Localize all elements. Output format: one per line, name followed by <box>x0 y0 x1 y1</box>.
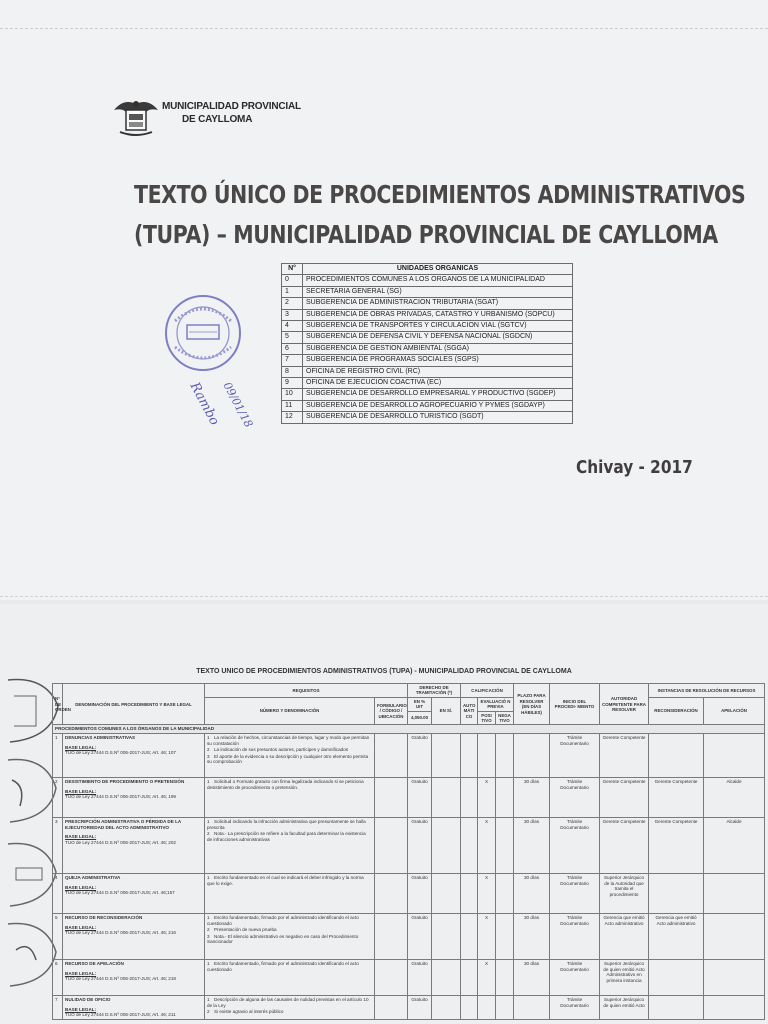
procedure-appeal <box>704 874 765 914</box>
requirement-number: 3 <box>207 933 210 939</box>
procedure-reconsideration: Gerente Competente <box>649 778 704 818</box>
procedure-appeal <box>704 996 765 1020</box>
procedure-name: DESISTIMIENTO DE PROCEDIMIENTO O PRETENSIÓN <box>65 779 185 785</box>
requirement-item <box>207 831 372 842</box>
unit-number: 2 <box>282 298 303 309</box>
procedure-cost-soles <box>432 960 461 996</box>
unit-number: 10 <box>282 389 303 400</box>
units-table-row <box>282 400 573 411</box>
col-number: N° DE ORDEN <box>53 684 63 725</box>
uit-value: 4,050.00 <box>408 711 432 725</box>
handwritten-date: 09/01/18 <box>220 380 256 430</box>
procedure-term: 30 días <box>514 778 550 818</box>
procedure-form <box>375 874 408 914</box>
unit-number: 1 <box>282 286 303 297</box>
requirement-text: Nota.- La prescripción se refiere a la facultad para determinar la existencia de infracciones administrativas <box>207 831 366 842</box>
procedure-positive: X <box>478 818 496 874</box>
base-legal-text: TUO de Ley 27444 D.S.Nº 006-2017-JUS; Art. 46; 202 <box>65 839 176 845</box>
procedure-term: 30 días <box>514 874 550 914</box>
procedure-appeal <box>704 960 765 996</box>
requirement-text: Solicitud o Formato gratuito con firma legalizada indicando si se peticiona desistimiento de procedimiento o pretensión. <box>207 779 364 790</box>
procedure-authority: Superior Jerárquico de quien emitió Acto Administrativo en primera instancia <box>600 960 649 996</box>
requirement-text: La indicación de sus presuntos autores, partícipes y damnificados <box>214 747 349 753</box>
procedure-cost: Gratuito <box>408 734 432 778</box>
document-title-line1: TEXTO ÚNICO DE PROCEDIMIENTOS ADMINISTRATIVOS <box>134 180 746 209</box>
procedure-term: 30 días <box>514 818 550 874</box>
procedure-name: QUEJA ADMINISTRATIVA <box>65 875 121 881</box>
document-title <box>134 175 746 255</box>
base-legal-text: TUO de Ley 27444 D.S.Nº 006-2017-JUS; Art. 46; 107 <box>65 750 176 756</box>
base-legal-label: BASE LEGAL: <box>65 924 97 930</box>
procedure-cost-soles <box>432 996 461 1020</box>
requirement-number: 3 <box>207 753 210 759</box>
procedure-cost: Gratuito <box>408 874 432 914</box>
requirement-item <box>207 961 372 972</box>
procedure-start: Trámite Documentario <box>550 778 600 818</box>
unit-name: OFICINA DE REGISTRO CIVIL (RC) <box>303 366 573 377</box>
procedure-requirements <box>205 874 375 914</box>
procedure-authority: Gerencia que emitió Acto administrativo <box>600 914 649 960</box>
unit-number: 5 <box>282 332 303 343</box>
units-table-row <box>282 389 573 400</box>
procedure-term: 30 días <box>514 960 550 996</box>
procedure-cost: Gratuito <box>408 996 432 1020</box>
procedure-row <box>53 818 765 874</box>
requirement-item <box>207 1009 372 1015</box>
unit-name: SUBGERENCIA DE DESARROLLO TURISTICO (SGDT) <box>303 412 573 423</box>
procedure-row <box>53 914 765 960</box>
procedure-number: 4 <box>53 874 63 914</box>
handwritten-signature: Rambo <box>186 380 222 428</box>
units-table-header <box>282 264 573 275</box>
requirement-number: 2 <box>207 1009 210 1015</box>
unit-number: 9 <box>282 378 303 389</box>
unit-name: SECRETARIA GENERAL (SG) <box>303 286 573 297</box>
procedure-cost: Gratuito <box>408 960 432 996</box>
unit-number: 0 <box>282 275 303 286</box>
unit-name: SUBGERENCIA DE DEFENSA CIVIL Y DEFENSA NACIONAL (SGDCN) <box>303 332 573 343</box>
procedure-appeal: Alcalde <box>704 778 765 818</box>
procedure-positive: X <box>478 778 496 818</box>
unit-name: OFICINA DE EJECUCIÓN COACTIVA (EC) <box>303 378 573 389</box>
place-and-year: Chivay - 2017 <box>576 457 693 478</box>
procedure-row <box>53 960 765 996</box>
procedure-automatic <box>461 778 478 818</box>
procedure-term <box>514 996 550 1020</box>
procedure-start: Trámite Documentario <box>550 996 600 1020</box>
col-derecho: DERECHO DE TRAMITACIÓN (*) <box>408 684 461 698</box>
requirement-text: Si existe agravio al interés público <box>214 1009 284 1015</box>
requirement-number: 1 <box>207 735 210 741</box>
procedure-negative <box>496 818 514 874</box>
organic-units-table <box>281 263 573 424</box>
procedure-number: 5 <box>53 914 63 960</box>
col-negativo: NEGA TIVO <box>496 711 514 725</box>
procedure-start: Trámite Documentario <box>550 874 600 914</box>
col-en-soles: EN S/. <box>432 697 461 725</box>
procedure-cost: Gratuito <box>408 914 432 960</box>
municipal-coat-of-arms-icon <box>110 92 162 136</box>
units-table-row <box>282 286 573 297</box>
requirement-text: Escrito fundamentado, firmado por el administrado identificando el acto cuestionado <box>207 915 359 926</box>
procedure-number: 7 <box>53 996 63 1020</box>
procedure-term <box>514 734 550 778</box>
procedure-reconsideration <box>649 960 704 996</box>
procedure-row <box>53 996 765 1020</box>
col-requisitos: REQUISITOS <box>205 684 408 698</box>
procedure-row <box>53 734 765 778</box>
col-formulario: FORMULARIO / CÓDIGO / UBICACIÓN <box>375 697 408 725</box>
procedure-denomination <box>63 778 205 818</box>
requirement-item <box>207 779 372 790</box>
organization-name-line2: DE CAYLLOMA <box>182 114 253 125</box>
requirement-number: 1 <box>207 997 210 1003</box>
procedure-authority: Gerente Competente <box>600 734 649 778</box>
procedure-row <box>53 874 765 914</box>
table-page <box>0 604 768 1024</box>
col-autoridad: AUTORIDAD COMPETENTE PARA RESOLVER <box>600 684 649 725</box>
base-legal-text: TUO de Ley 27444 D.S.Nº 006-2017-JUS; Art. 46;157 <box>65 890 175 896</box>
unit-number: 11 <box>282 400 303 411</box>
procedure-authority: Gerente Competente <box>600 818 649 874</box>
requirement-number: 1 <box>207 961 210 967</box>
requirement-item <box>207 754 372 765</box>
units-table-row <box>282 366 573 377</box>
procedure-start: Trámite Documentario <box>550 734 600 778</box>
procedure-authority: Superior Jerárquico de quien emitió Acto <box>600 996 649 1020</box>
col-denominacion: DENOMINACIÓN DEL PROCEDIMIENTO Y BASE LEGAL <box>63 684 205 725</box>
procedure-denomination <box>63 960 205 996</box>
base-legal-label: BASE LEGAL: <box>65 1006 97 1012</box>
units-table-row <box>282 412 573 423</box>
procedure-reconsideration <box>649 874 704 914</box>
procedure-positive: X <box>478 914 496 960</box>
procedure-cost-soles <box>432 874 461 914</box>
base-legal-label: BASE LEGAL: <box>65 834 97 840</box>
procedure-name: DENUNCIAS ADMINISTRATIVAS <box>65 735 136 741</box>
procedure-name: PRESCRIPCIÓN ADMINISTRATIVA O PÉRDIDA DE LA EJECUTORIEDAD DEL ACTO ADMINISTRATIVO <box>65 819 182 830</box>
procedure-form <box>375 818 408 874</box>
page-edge <box>0 596 768 597</box>
col-uit-pct: EN % UIT <box>408 697 432 711</box>
base-legal-text: TUO de Ley 27444 D.S.Nº 006-2017-JUS; Art. 46; 199 <box>65 794 176 800</box>
requirement-text: Descripción de alguna de las causales de nulidad previstas en el artículo 10 de la Ley <box>207 997 369 1008</box>
procedure-requirements <box>205 960 375 996</box>
unit-number: 3 <box>282 309 303 320</box>
units-table-row <box>282 275 573 286</box>
base-legal-label: BASE LEGAL: <box>65 788 97 794</box>
procedure-cost-soles <box>432 778 461 818</box>
col-calificacion: CALIFICACIÓN <box>461 684 514 698</box>
procedure-automatic <box>461 874 478 914</box>
procedure-negative <box>496 914 514 960</box>
procedure-name: RECURSO DE RECONSIDERACIÓN <box>65 915 143 921</box>
unit-name: SUBGERENCIA DE DESARROLLO EMPRESARIAL Y PRODUCTIVO (SGDEP) <box>303 389 573 400</box>
requirement-text: La relación de hechos, circunstancias de tiempo, lugar y modo que permitan su constatación <box>207 735 370 746</box>
units-table-row <box>282 309 573 320</box>
organization-name-line1: MUNICIPALIDAD PROVINCIAL <box>162 101 301 112</box>
procedure-negative <box>496 874 514 914</box>
procedure-positive <box>478 996 496 1020</box>
units-table-row <box>282 355 573 366</box>
requirement-number: 2 <box>207 831 210 837</box>
procedure-automatic <box>461 914 478 960</box>
base-legal-text: TUO de Ley 27444 D.S.Nº 006-2017-JUS; Art. 46; 216 <box>65 930 176 936</box>
section-title: PROCEDIMIENTOS COMUNES A LOS ÓRGANOS DE LA MUNICIPALIDAD <box>53 725 765 734</box>
col-evaluacion: EVALUACIÓ N PREVIA <box>478 697 514 711</box>
procedure-automatic <box>461 996 478 1020</box>
procedure-appeal <box>704 734 765 778</box>
procedure-reconsideration <box>649 996 704 1020</box>
procedure-denomination <box>63 734 205 778</box>
requirement-item <box>207 819 372 830</box>
col-inicio: INICIO DEL PROCEDI- MIENTO <box>550 684 600 725</box>
procedure-reconsideration: Gerente Competente <box>649 818 704 874</box>
requirement-item <box>207 915 372 926</box>
organization-name <box>162 100 301 126</box>
procedure-form <box>375 914 408 960</box>
unit-number: 4 <box>282 321 303 332</box>
document-title-line2: (TUPA) – MUNICIPALIDAD PROVINCIAL DE CAYLLOMA <box>134 220 718 249</box>
procedure-reconsideration <box>649 734 704 778</box>
procedure-form <box>375 960 408 996</box>
requirement-item <box>207 875 372 886</box>
col-positivo: POSI TIVO <box>478 711 496 725</box>
requirement-item <box>207 735 372 746</box>
col-reconsideracion: RECONSIDERACIÓN <box>649 697 704 725</box>
unit-number: 6 <box>282 343 303 354</box>
procedure-positive: X <box>478 960 496 996</box>
procedure-reconsideration: Gerencia que emitió Acto administrativo <box>649 914 704 960</box>
procedure-start: Trámite Documentario <box>550 914 600 960</box>
requirement-text: Escrito fundamentado en el cual se indicará el deber infringido y la norma que lo exige. <box>207 875 364 886</box>
procedure-denomination <box>63 996 205 1020</box>
base-legal-text: TUO de Ley 27444 D.S.Nº 006-2017-JUS; Art. 46; 218 <box>65 976 176 982</box>
procedure-start: Trámite Documentario <box>550 818 600 874</box>
unit-number: 8 <box>282 366 303 377</box>
procedures-table-body <box>53 725 765 1019</box>
procedure-denomination <box>63 818 205 874</box>
col-instancias: INSTANCIAS DE RESOLUCIÓN DE RECURSOS <box>649 684 765 698</box>
requirement-number: 1 <box>207 779 210 785</box>
base-legal-label: BASE LEGAL: <box>65 884 97 890</box>
procedure-requirements <box>205 734 375 778</box>
base-legal-label: BASE LEGAL: <box>65 744 97 750</box>
procedure-number: 1 <box>53 734 63 778</box>
procedure-positive: X <box>478 874 496 914</box>
unit-number: 12 <box>282 412 303 423</box>
procedures-table <box>52 683 765 1020</box>
procedure-negative <box>496 778 514 818</box>
procedure-cost-soles <box>432 734 461 778</box>
procedure-form <box>375 734 408 778</box>
requirement-number: 2 <box>207 927 210 933</box>
procedure-denomination <box>63 874 205 914</box>
col-numero-denominacion: NÚMERO Y DENOMINACIÓN <box>205 697 375 725</box>
unit-name: SUBGERENCIA DE OBRAS PRIVADAS, CATASTRO Y URBANISMO (SOPCU) <box>303 309 573 320</box>
procedure-appeal <box>704 914 765 960</box>
requirement-text: Presentación de nueva prueba <box>214 927 277 933</box>
procedure-form <box>375 996 408 1020</box>
requirement-number: 1 <box>207 915 210 921</box>
requirement-text: Nota.- El silencio administrativo es negativo en caso del Procedimiento Sancionador <box>207 933 359 945</box>
procedure-cost-soles <box>432 818 461 874</box>
procedure-requirements <box>205 914 375 960</box>
procedure-negative <box>496 734 514 778</box>
col-automatico: AUTO MÁTI CO <box>461 697 478 725</box>
procedure-cost: Gratuito <box>408 818 432 874</box>
unit-number: 7 <box>282 355 303 366</box>
requirement-number: 1 <box>207 875 210 881</box>
procedure-cost: Gratuito <box>408 778 432 818</box>
requirement-text: Escrito fundamentado, firmado por el administrado identificando el acto cuestionado <box>207 961 359 972</box>
units-table-body <box>282 275 573 423</box>
procedure-requirements <box>205 778 375 818</box>
procedure-negative <box>496 960 514 996</box>
page-edge <box>0 28 768 29</box>
unit-name: SUBGERENCIA DE DESARROLLO AGROPECUARIO Y PYMES (SGDAYP) <box>303 400 573 411</box>
units-col-name: UNIDADES ORGANICAS <box>303 264 573 275</box>
section-row <box>53 725 765 734</box>
procedure-appeal: Alcalde <box>704 818 765 874</box>
procedure-number: 3 <box>53 818 63 874</box>
procedure-name: RECURSO DE APELACIÓN <box>65 961 124 967</box>
units-table-row <box>282 332 573 343</box>
procedure-automatic <box>461 960 478 996</box>
unit-name: SUBGERENCIA DE GESTION AMBIENTAL (SGGA) <box>303 343 573 354</box>
base-legal-label: BASE LEGAL: <box>65 970 97 976</box>
procedure-automatic <box>461 818 478 874</box>
procedure-cost-soles <box>432 914 461 960</box>
procedure-requirements <box>205 996 375 1020</box>
procedure-requirements <box>205 818 375 874</box>
procedure-negative <box>496 996 514 1020</box>
requirement-item <box>207 927 372 933</box>
procedure-row <box>53 778 765 818</box>
units-table-row <box>282 321 573 332</box>
units-table-row <box>282 343 573 354</box>
official-seal-stamp-icon <box>163 293 243 373</box>
requirement-number: 1 <box>207 819 210 825</box>
procedure-form <box>375 778 408 818</box>
procedure-term: 30 días <box>514 914 550 960</box>
procedure-number: 2 <box>53 778 63 818</box>
sheet-title: TEXTO UNICO DE PROCEDIMIENTOS ADMINISTRATIVOS (TUPA) - MUNICIPALIDAD PROVINCIAL DE CAYLLOMA <box>196 668 572 675</box>
requirement-item <box>207 747 372 753</box>
units-table-row <box>282 298 573 309</box>
col-apelacion: APELACIÓN <box>704 697 765 725</box>
col-plazo: PLAZO PARA RESOLVER (EN DÍAS HÁBILES) <box>514 684 550 725</box>
procedure-authority: Superior Jerárquico de la Autoridad que tramita el procedimiento <box>600 874 649 914</box>
requirement-item <box>207 934 372 945</box>
procedure-denomination <box>63 914 205 960</box>
procedure-authority: Gerente Competente <box>600 778 649 818</box>
requirement-text: Solicitud indicando la infracción administrativa que presuntamente se halla prescrita <box>207 819 366 830</box>
procedure-automatic <box>461 734 478 778</box>
base-legal-text: TUO de Ley 27444 D.S.Nº 006-2017-JUS; Art. 46; 211 <box>65 1012 176 1018</box>
requirement-item <box>207 997 372 1008</box>
units-col-number: N° <box>282 264 303 275</box>
unit-name: SUBGERENCIA DE PROGRAMAS SOCIALES (SGPS) <box>303 355 573 366</box>
unit-name: SUBGERENCIA DE ADMINISTRACION TRIBUTARIA (SGAT) <box>303 298 573 309</box>
procedure-start: Trámite Documentario <box>550 960 600 996</box>
requirement-number: 2 <box>207 747 210 753</box>
unit-name: SUBGERENCIA DE TRANSPORTES Y CIRCULACION VIAL (SGTCV) <box>303 321 573 332</box>
procedure-positive <box>478 734 496 778</box>
unit-name: PROCEDIMIENTOS COMUNES A LOS ORGANOS DE LA MUNICIPALIDAD <box>303 275 573 286</box>
procedure-name: NULIDAD DE OFICIO <box>65 997 111 1003</box>
units-table-row <box>282 378 573 389</box>
requirement-text: El aporte de la evidencia o su descripción y cualquier otro elemento permita su comprobación <box>207 753 369 765</box>
procedure-number: 6 <box>53 960 63 996</box>
